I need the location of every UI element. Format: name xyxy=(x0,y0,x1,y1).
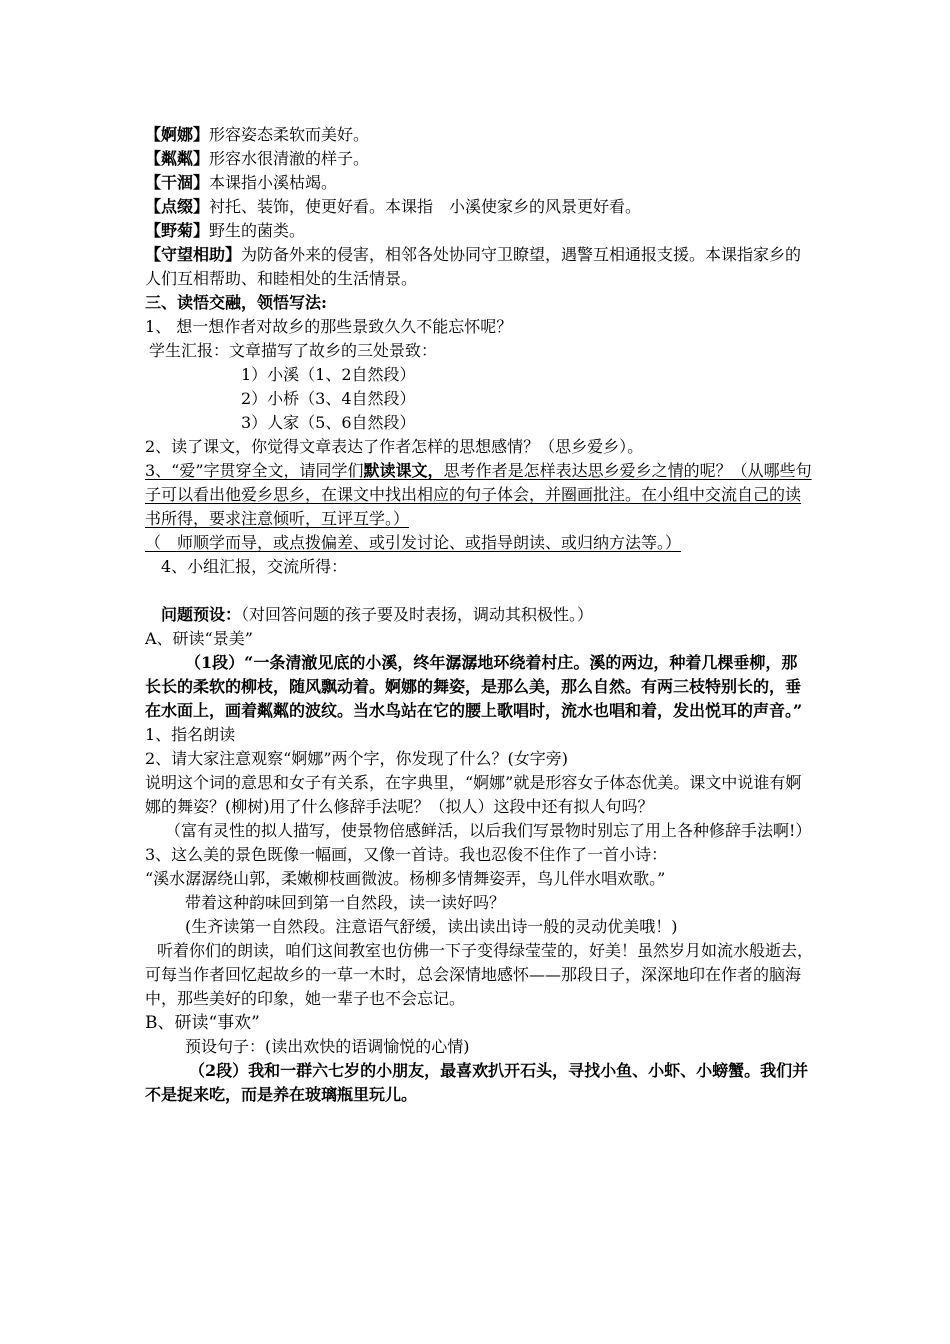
vocab-item xyxy=(145,171,813,195)
vocab-def: 野生的菌类。 xyxy=(209,221,306,240)
teacher-note: （ 师顺学而导，或点拨偏差、或引发讨论、或指导朗读、或归纳方法等。） xyxy=(145,533,682,552)
part-a-step-2-explain: 说明这个词的意思和女子有关系，在字典里，“婀娜”就是形容女子体态优美。课文中说谁有婀娜的舞姿？(柳树)用了什么修辞手法呢？（拟人）这段中还有拟人句吗？ xyxy=(145,773,802,816)
part-a-title: A、研读“景美” xyxy=(145,629,253,648)
vocab-term: 【守望相助】 xyxy=(145,245,242,264)
question-1-answer: 学生汇报：文章描写了故乡的三处景致： xyxy=(149,341,438,360)
preset-note: （对回答问题的孩子要及时表扬，调动其积极性。） xyxy=(241,605,594,624)
poem: “溪水潺潺绕山郭，柔嫩柳枝画微波。杨柳多情舞姿弄，鸟儿伴水唱欢歌。” xyxy=(145,869,666,888)
preset-line xyxy=(145,603,813,627)
vocab-item xyxy=(145,195,813,219)
scene-item: 2）小桥（3、4自然段） xyxy=(241,389,416,408)
vocab-item xyxy=(145,123,813,147)
part-a-step-3-read: 带着这种韵味回到第一自然段，读一读好吗？ xyxy=(185,893,506,912)
vocab-term: 【婀娜】 xyxy=(145,125,210,144)
vocab-def: 为防备外来的侵害，相邻各处协同守卫瞭望，遇警互相通报支援。本课指家乡的人们互相帮助、和睦相处的生活情景。 xyxy=(145,245,802,288)
vocab-def: 形容姿态柔软而美好。 xyxy=(209,125,370,144)
vocab-item xyxy=(145,147,813,171)
part-a-step-2: 2、请大家注意观察“婀娜”两个字，你发现了什么？(女字旁) xyxy=(145,749,569,768)
vocab-def: 形容水很清澈的样子。 xyxy=(209,149,370,168)
question-3 xyxy=(145,459,813,531)
section-heading: 三、读悟交融，领悟写法: xyxy=(145,293,327,312)
blank-line xyxy=(145,579,813,603)
question-3-text: 3、“爱”字贯穿全文，请同学们 xyxy=(145,461,364,480)
vocab-item xyxy=(145,243,813,291)
vocab-list xyxy=(145,123,813,291)
scene-item: 1）小溪（1、2自然段） xyxy=(241,365,416,384)
vocab-term: 【干涸】 xyxy=(145,173,210,192)
part-b-preset: 预设句子：(读出欢快的语调愉悦的心情) xyxy=(185,1037,470,1056)
part-a-step-1: 1、指名朗读 xyxy=(145,725,236,744)
question-1: 1、 想一想作者对故乡的那些景致久久不能忘怀呢？ xyxy=(145,317,513,336)
vocab-term: 【点缀】 xyxy=(145,197,210,216)
part-b-passage: （2段）我和一群六七岁的小朋友，最喜欢扒开石头，寻找小鱼、小虾、小螃蟹。我们并不是捉来吃，而是养在玻璃瓶里玩儿。 xyxy=(145,1061,809,1104)
vocab-def: 衬托、装饰，使更好看。本课指 小溪使家乡的风景更好看。 xyxy=(209,197,642,216)
part-a-step-3: 3、这么美的景色既像一幅画，又像一首诗。我也忍俊不住作了一首小诗： xyxy=(145,845,668,864)
question-2: 2、读了课文，你觉得文章表达了作者怎样的思想感情？（思乡爱乡）。 xyxy=(145,437,644,456)
question-3-text-cont: 思考作者是怎样表达思乡爱乡之情的呢？（从哪些句子可以看出他爱乡思乡，在课文中找出相应的句子体会，并圈画批注。在小组中交流自己的读书所得，要求注意倾听，互评互学。） xyxy=(145,461,812,528)
question-4: 4、小组汇报，交流所得： xyxy=(161,557,348,576)
preset-label: 问题预设： xyxy=(161,605,242,624)
vocab-def: 本课指小溪枯竭。 xyxy=(209,173,338,192)
document-page xyxy=(145,123,813,1107)
part-a-summary: 听着你们的朗读，咱们这间教室也仿佛一下子变得绿莹莹的，好美！虽然岁月如流水般逝去，可每当作者回忆起故乡的一草一木时，总会深情地感怀——那段日子，深深地印在作者的脑海中，那些美好的印象，她一辈子也不会忘记。 xyxy=(145,941,814,1008)
scene-item: 3）人家（5、6自然段） xyxy=(241,413,416,432)
part-a-step-3-guide: (生齐读第一自然段。注意语气舒缓，读出读出诗一般的灵动优美哦！) xyxy=(185,917,678,936)
part-b-title: B、研读“事欢” xyxy=(145,1013,260,1033)
part-a-step-2-note: （富有灵性的拟人描写，使景物倍感鲜活，以后我们写景物时别忘了用上各种修辞手法啊!） xyxy=(165,821,812,840)
vocab-item xyxy=(145,219,813,243)
vocab-term: 【粼粼】 xyxy=(145,149,210,168)
vocab-term: 【野菊】 xyxy=(145,221,210,240)
question-3-emphasis: 默读课文， xyxy=(363,461,444,480)
part-a-passage: （1段）“一条清澈见底的小溪，终年潺潺地环绕着村庄。溪的两边，种着几棵垂柳，那长长的柔软的柳枝，随风飘动着。婀娜的舞姿，是那么美，那么自然。有两三枝特别长的，垂在水面上，画着粼粼的波纹。当水鸟站在它的腰上歌唱时，流水也唱和着，发出悦耳的声音。” xyxy=(145,653,803,720)
